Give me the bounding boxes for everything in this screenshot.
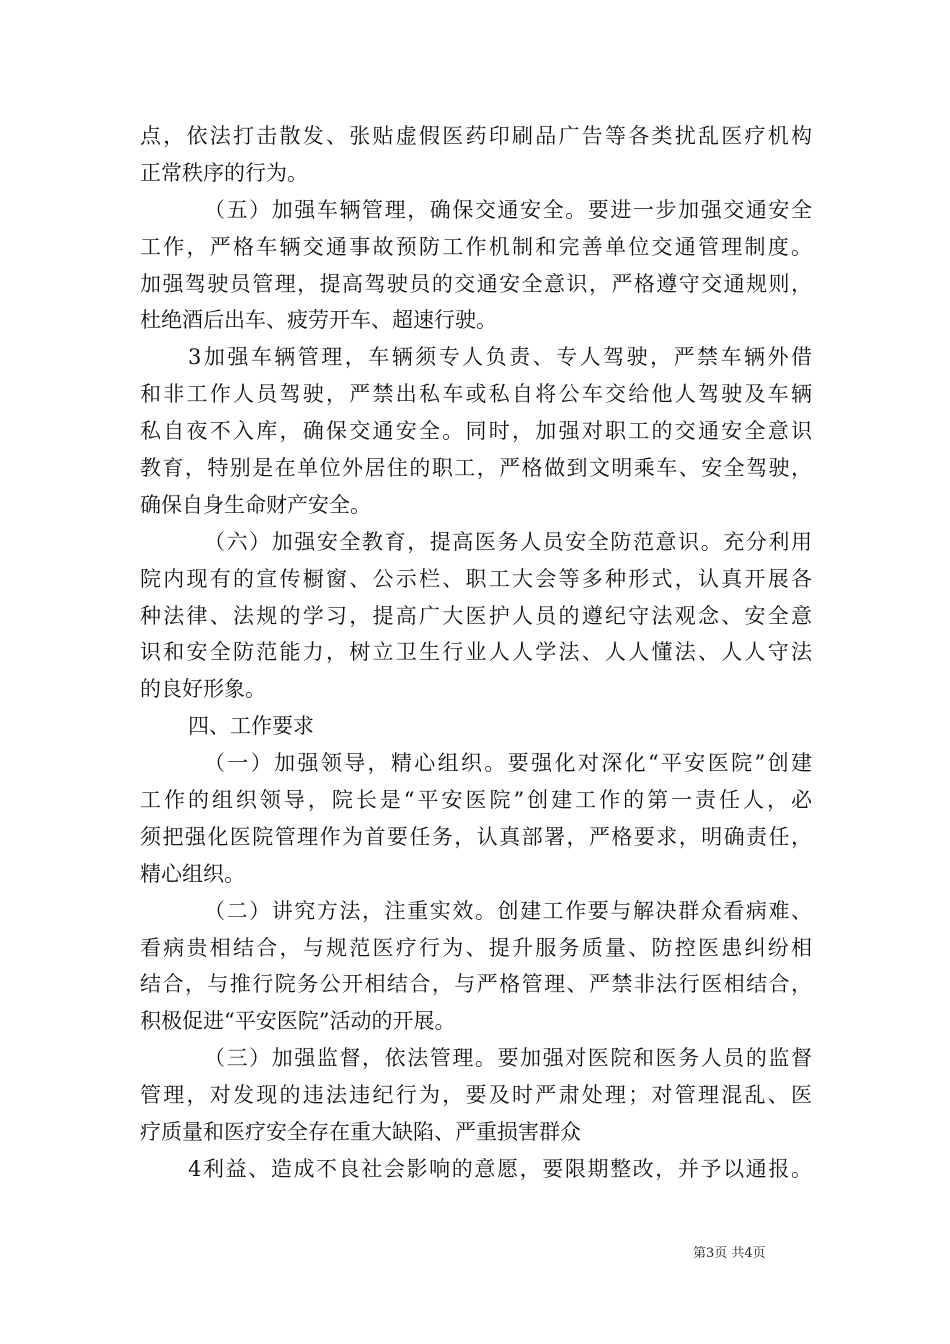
- text-line: 和非工作人员驾驶，严禁出私车或私自将公车交给他人驾驶及车辆: [140, 382, 812, 407]
- text-line: 结合，与推行院务公开相结合，与严格管理、严禁非法行医相结合，: [140, 972, 812, 997]
- text-line: 杜绝酒后出车、疲劳开车、超速行驶。: [140, 308, 497, 333]
- text-line: 积极促进“平安医院”活动的开展。: [140, 1009, 456, 1034]
- section-heading: 四、工作要求: [188, 714, 314, 739]
- text-line: 疗质量和医疗安全存在重大缺陷、严重损害群众: [140, 1120, 581, 1145]
- page-number: 第3页 共4页: [693, 1246, 766, 1261]
- text-line: 看病贵相结合，与规范医疗行为、提升服务质量、防控医患纠纷相: [140, 935, 812, 960]
- text-line: 的良好形象。: [140, 677, 266, 702]
- text-line: 工作的组织领导，院长是“平安医院”创建工作的第一责任人，必: [140, 788, 812, 813]
- text-line: 正常秩序的行为。: [140, 160, 308, 185]
- text-line: 种法律、法规的学习，提高广大医护人员的遵纪守法观念、安全意: [140, 603, 812, 628]
- paragraph-start: （二）讲究方法，注重实效。创建工作要与解决群众看病难、: [204, 898, 812, 923]
- paragraph-start: 3加强车辆管理，车辆须专人负责、专人驾驶，严禁车辆外借: [188, 345, 812, 370]
- document-body: [140, 118, 812, 1188]
- text-line: 识和安全防范能力，树立卫生行业人人学法、人人懂法、人人守法: [140, 640, 812, 665]
- paragraph-start: （一）加强领导，精心组织。要强化对深化“平安医院”创建: [204, 751, 812, 776]
- text-line: 须把强化医院管理作为首要任务，认真部署，严格要求，明确责任，: [140, 824, 812, 849]
- text-line: 管理，对发现的违法违纪行为，要及时严肃处理；对管理混乱、医: [140, 1083, 812, 1108]
- text-line: 教育，特别是在单位外居住的职工，严格做到文明乘车、安全驾驶，: [140, 456, 812, 481]
- text-line: 院内现有的宣传橱窗、公示栏、职工大会等多种形式，认真开展各: [140, 566, 812, 591]
- paragraph-start: （三）加强监督，依法管理。要加强对医院和医务人员的监督: [204, 1046, 812, 1071]
- paragraph-start: （五）加强车辆管理，确保交通安全。要进一步加强交通安全: [204, 197, 812, 222]
- text-line: 工作，严格车辆交通事故预防工作机制和完善单位交通管理制度。: [140, 234, 812, 259]
- text-line: 私自夜不入库，确保交通安全。同时，加强对职工的交通安全意识: [140, 419, 812, 444]
- text-line: 精心组织。: [140, 861, 245, 886]
- text-line: 确保自身生命财产安全。: [140, 492, 371, 517]
- text-line: 点，依法打击散发、张贴虚假医药印刷品广告等各类扰乱医疗机构: [140, 124, 812, 148]
- text-line: 加强驾驶员管理，提高驾驶员的交通安全意识，严格遵守交通规则，: [140, 271, 812, 296]
- paragraph-start: （六）加强安全教育，提高医务人员安全防范意识。充分利用: [204, 529, 812, 554]
- paragraph-start: 4利益、造成不良社会影响的意愿，要限期整改，并予以通报。: [188, 1156, 812, 1181]
